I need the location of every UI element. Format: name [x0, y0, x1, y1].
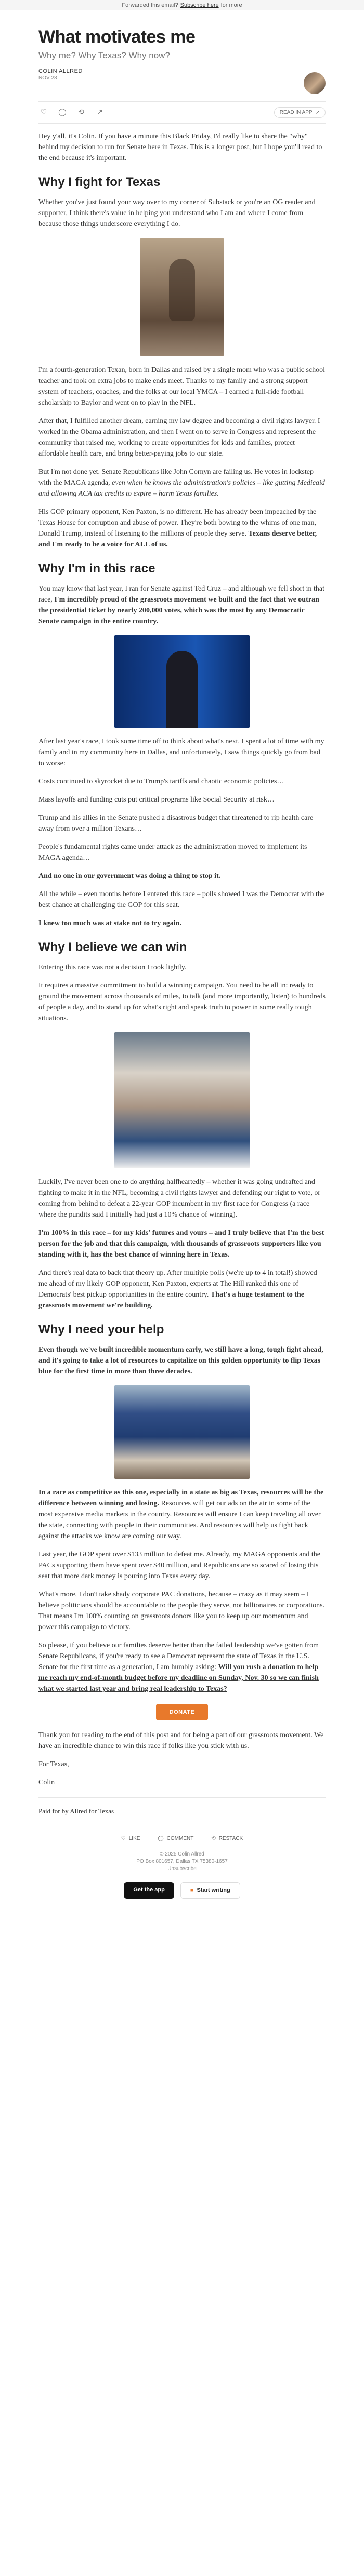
help-paragraph-5	[38, 1640, 326, 1694]
start-writing-label: Start writing	[197, 1887, 230, 1893]
like-button[interactable]	[121, 1836, 140, 1841]
fight-paragraph-5	[38, 506, 326, 550]
like-label: LIKE	[128, 1836, 140, 1841]
race-paragraph-2: After last year's race, I took some time off to think about what's next. I spent a lot of time with my family and in my community here in Dallas, and unfortunately, I saw things quickly go from bad to worse:	[38, 738, 324, 767]
start-writing-button[interactable]	[180, 1882, 240, 1899]
help-paragraph-2	[38, 1487, 326, 1542]
heading-race: Why I'm in this race	[38, 562, 155, 576]
restack-icon[interactable]: ⟲	[78, 109, 84, 116]
paxton-text: His GOP primary opponent, Ken Paxton, is no different. He has already been impeached by the Texas House for corruption and abuse of power. They're both bowing to the whims of one man, Donald Trump, instead of listening to the millions of people they serve.	[38, 508, 317, 538]
footer-meta	[38, 1851, 326, 1873]
testament-text: That's a huge testament to the grassroots movement we're building.	[38, 1291, 304, 1310]
fight-paragraph-2: I'm a fourth-generation Texan, born in Dallas and raised by a single mom who was a public school teacher and took on extra jobs to make ends meet. Thanks to my family and a strong support system of teachers, coaches, and the folks at our local YMCA – I earned a full-ride football scholarship to Baylor and went on to play in the NFL.	[38, 366, 326, 407]
race-paragraph-7: And no one in our government was doing a thing to stop it.	[38, 872, 221, 880]
help-paragraph-1: Even though we've built incredible momentum early, we still have a long, tough fight ahead, and it's going to take a lot of resources to capitalize on this golden opportunity to flip Texas blue for the first time in more than three decades.	[38, 1346, 323, 1376]
cornyn-italic-text: even when he knows the administration's policies – like gutting Medicaid and allowing ACA tax credits to expire – harm Texas families.	[38, 479, 325, 498]
substack-logo-icon: ■	[190, 1887, 194, 1893]
race-paragraph-9: I knew too much was at stake not to try again.	[38, 919, 181, 927]
get-app-button[interactable]: Get the app	[124, 1882, 174, 1899]
read-in-app-label: READ IN APP	[279, 110, 313, 115]
competitive-race-text: In a race as competitive as this one, especially in a state as big as Texas, resources will be the difference between winning and losing.	[38, 1489, 324, 1507]
donation-ask-link[interactable]: Will you rush a donation to help me reach my end-of-month budget before my deadline on Sunday, Nov. 30 so we can finish what we started last year and bring real leadership to Texas?	[38, 1663, 319, 1693]
cornyn-text: But I'm not done yet. Senate Republicans like John Cornyn are failing us. He votes in lockstep with the MAGA agenda,	[38, 468, 314, 487]
forwarded-banner	[0, 0, 364, 10]
fight-paragraph-3: After that, I fulfilled another dream, earning my law degree and becoming a civil rights lawyer. I worked in the Obama administration, and then I went on to serve in Congress and represent the community that raised me, working to create opportunities for kids and families, protect affordable health care, and bring better-paying jobs to our state.	[38, 417, 320, 458]
race-paragraph-5: Trump and his allies in the Senate pushed a disastrous budget that threatened to rip health care away from over a million Texans…	[38, 814, 314, 833]
race-proud-text: I'm incredibly proud of the grassroots movement we built and the fact that we outran the presidential ticket by nearly 200,000 votes, which was the most by any Democratic Senate campaign in the entire country.	[38, 596, 319, 625]
race-paragraph-4: Mass layoffs and funding cuts put critical programs like Social Security at risk…	[38, 796, 275, 804]
win-paragraph-3: Luckily, I've never been one to do anything halfheartedly – whether it was going undrafted and fighting to make it in the NFL, becoming a civil rights lawyer and defending our right to vote, or coming from behind to defeat a 22-year GOP incumbent in my first race for Congress (a race where the pundits said I initially had just a 10% chance of winning).	[38, 1178, 320, 1219]
post-actions-bar	[38, 101, 326, 124]
footer-divider	[38, 1797, 326, 1798]
restack-button[interactable]	[211, 1836, 243, 1841]
resources-text: Resources will get our ads on the air in some of the most expensive media markets in the country. Resources will ensure I can keep traveling all over the state, connecting with people in their communities. And resources will help us fight back against the attacks we know are coming our way.	[38, 1500, 321, 1540]
post-container	[38, 10, 326, 1899]
polls-text: And there's real data to back that theory up. After multiple polls (we're up to 4 in total!) showed me ahead of my likely GOP opponent, Ken Paxton, experts at The Hill ranked this one of Democrats' best pickup opportunities in the entire country.	[38, 1269, 317, 1299]
footer-buttons	[38, 1882, 326, 1899]
post-title: What motivates me	[38, 27, 196, 47]
win-paragraph-1: Entering this race was not a decision I took lightly.	[38, 964, 187, 971]
heading-win: Why I believe we can win	[38, 940, 187, 954]
subscribe-link[interactable]: Subscribe here	[180, 2, 219, 8]
post-date: NOV 28	[38, 75, 57, 81]
heading-help: Why I need your help	[38, 1323, 164, 1337]
heading-fight: Why I fight for Texas	[38, 175, 161, 189]
author-avatar[interactable]	[304, 72, 326, 94]
donate-container	[38, 1704, 326, 1720]
childhood-photo[interactable]	[140, 238, 224, 356]
win-paragraph-5	[38, 1267, 326, 1311]
donate-button[interactable]: DONATE	[156, 1704, 209, 1720]
race-paragraph-6: People's fundamental rights came under attack as the administration moved to implement its MAGA agenda…	[38, 843, 307, 862]
forwarded-suffix: for more	[220, 2, 242, 8]
crowd-photo[interactable]	[114, 1032, 250, 1168]
byline	[38, 68, 326, 94]
fight-paragraph-4	[38, 466, 326, 499]
comment-icon[interactable]: ◯	[58, 109, 67, 116]
signature-name: Colin	[38, 1779, 55, 1786]
heart-icon: ♡	[121, 1836, 126, 1841]
fight-paragraph-1: Whether you've just found your way over to my corner of Substack or you're an OG reader and supporter, I think there's value in helping you understand who I am and where I come from because those things underscore everything I do.	[38, 198, 316, 228]
race-paragraph-3: Costs continued to skyrocket due to Trump's tariffs and chaotic economic policies…	[38, 778, 284, 785]
intro-paragraph: Hey y'all, it's Colin. If you have a minute this Black Friday, I'd really like to share the "why" behind my decision to run for Senate here in Texas. This is a longer post, but I hope you'll read to the end because it's important.	[38, 132, 322, 162]
share-icon[interactable]: ↗	[97, 109, 103, 116]
comment-label: COMMENT	[166, 1836, 194, 1841]
race-paragraph-1	[38, 583, 326, 627]
texans-deserve-text: Texans deserve better, and I'm ready to be a voice for ALL of us.	[38, 530, 317, 549]
post-subtitle: Why me? Why Texas? Why now?	[38, 50, 170, 60]
copyright-text: © 2025 Colin Allred	[160, 1851, 204, 1857]
campaign-rally-photo[interactable]	[114, 635, 250, 728]
read-in-app-button[interactable]	[274, 107, 326, 118]
restack-icon: ⟲	[211, 1836, 216, 1841]
paid-for-disclaimer: Paid for by Allred for Texas	[38, 1807, 114, 1815]
win-paragraph-4: I'm 100% in this race – for my kids' futures and yours – and I truly believe that I'm the best person for the job and that this campaign, with thousands of grassroots supporters like you standing with it, has the best chance of winning here in Texas.	[38, 1229, 324, 1259]
race-paragraph-8: All the while – even months before I entered this race – polls showed I was the Democrat with the best chance at challenging the GOP for this seat.	[38, 890, 325, 909]
supporters-group-photo[interactable]	[114, 1385, 250, 1479]
thank-you-paragraph: Thank you for reading to the end of this post and for being a part of our grassroots movement. We have an incredible chance to win this race if folks like you stick with us.	[38, 1731, 324, 1750]
comment-icon: ◯	[158, 1836, 164, 1841]
race-intro-text: You may know that last year, I ran for Senate against Ted Cruz – and although we fell short in that race,	[38, 585, 325, 604]
asking-text: So please, if you believe our families deserve better than the failed leadership we've gotten from Senate Republicans, if you're ready to see a Democrat represent the state of Texas in the U.S. Senate for the first time as a generation, I am humbly asking:	[38, 1641, 319, 1671]
signoff-line: For Texas,	[38, 1760, 69, 1768]
comment-button[interactable]	[158, 1836, 193, 1841]
restack-label: RESTACK	[218, 1836, 243, 1841]
mailing-address: PO Box 801657, Dallas TX 75380-1657	[136, 1859, 228, 1864]
help-paragraph-4: What's more, I don't take shady corporate PAC donations, because – crazy as it may seem – I believe politicians should be accountable to the people they serve, not billionaires or corporations. That means I'm 100% counting on grassroots donors like you to keep up our momentum and power this campaign to victory.	[38, 1591, 325, 1631]
heart-icon[interactable]: ♡	[40, 109, 47, 116]
forwarded-text: Forwarded this email?	[122, 2, 178, 8]
help-paragraph-3: Last year, the GOP spent over $133 million to defeat me. Already, my MAGA opponents and the PACs supporting them have spent over $40 million, and Republicans are so scared of losing this seat that more dark money is pouring into Texas every day.	[38, 1551, 320, 1580]
win-paragraph-2: It requires a massive commitment to build a winning campaign. You need to be all in: ready to ground the movement across thousands of miles, to talk (and more importantly, listen) to hundreds of people a day, and to stand up for what's right and speak truth to power in some really tough situations.	[38, 982, 326, 1022]
unsubscribe-link[interactable]: Unsubscribe	[167, 1866, 197, 1872]
footer-actions	[38, 1836, 326, 1841]
external-link-icon: ↗	[315, 110, 320, 115]
author-name[interactable]: COLIN ALLRED	[38, 68, 83, 74]
